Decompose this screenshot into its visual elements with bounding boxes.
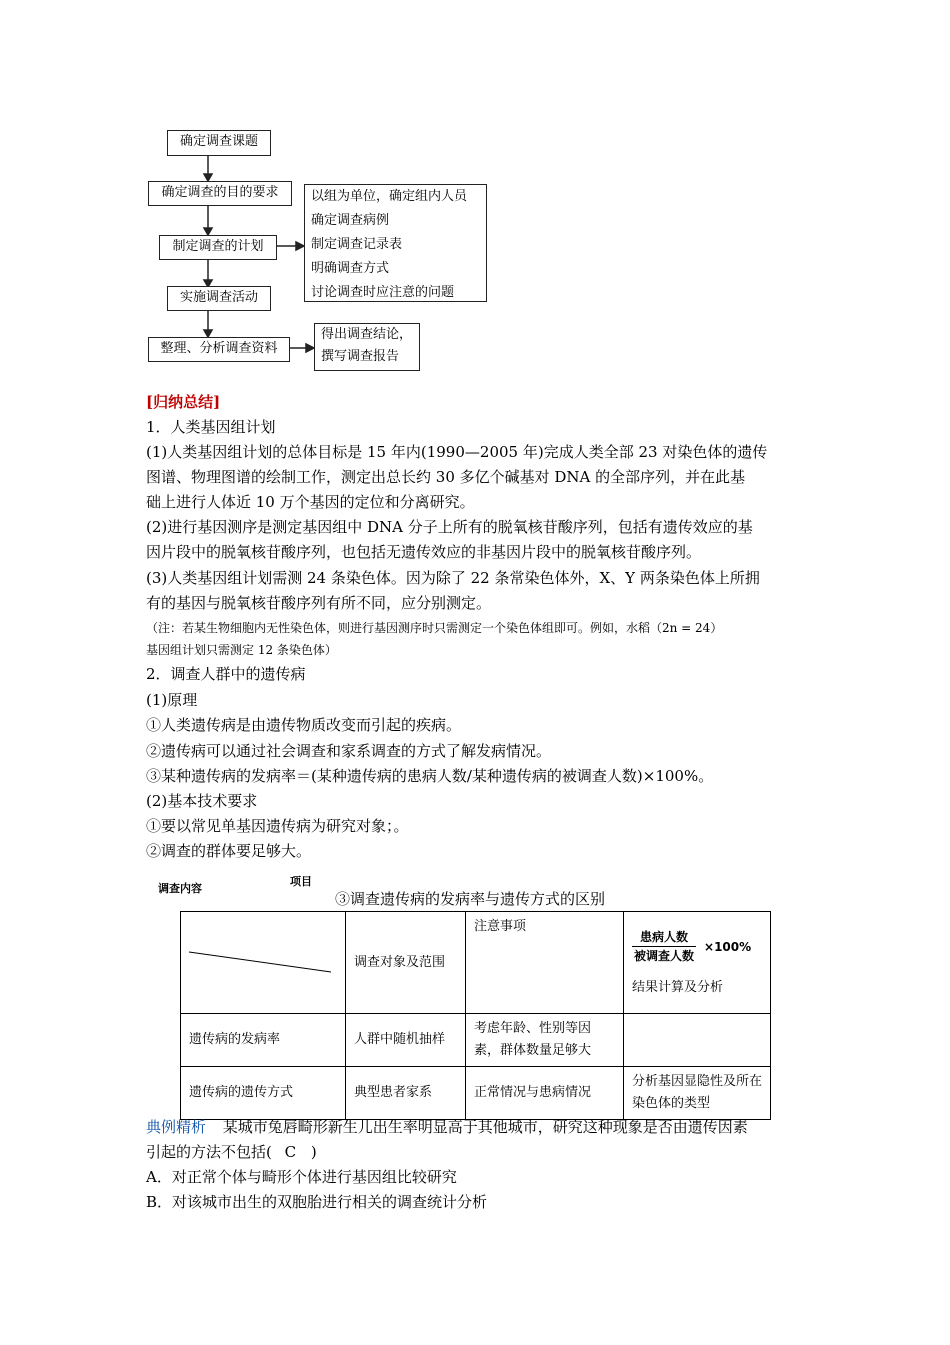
header-result: 结果计算及分析 [632, 980, 724, 995]
example-label: 典例精析 [146, 1118, 207, 1136]
subsection-title: (2)基本技术要求 [146, 792, 258, 810]
note-line: （注：若某生物细胞内无性染色体，则进行基因测序时只需测定一个染色体组即可。例如，水稻（2n = 24） [146, 621, 723, 635]
diagonal-header-cell [181, 912, 346, 1014]
row-note: 考虑年龄、性别等因素，群体数量足够大 [466, 1014, 624, 1067]
row-result [624, 1014, 771, 1067]
handwritten-label-item: 项目 [290, 875, 312, 888]
list-item: ①人类遗传病是由遗传物质改变而引起的疾病。 [146, 716, 462, 734]
subsection-title: (1)原理 [146, 691, 198, 709]
result-item: 撰写调查报告 [321, 349, 400, 364]
comparison-table [180, 911, 771, 1120]
flow-step-implement: 实施调查活动 [167, 286, 271, 311]
row-item: 遗传病的遗传方式 [181, 1067, 346, 1120]
list-item: ①要以常见单基因遗传病为研究对象；。 [146, 817, 409, 835]
header-notes: 注意事项 [466, 912, 624, 1014]
rate-formula [632, 928, 770, 965]
plan-item: 以组为单位，确定组内人员 [311, 189, 468, 204]
plan-item: 明确调查方式 [311, 261, 390, 276]
row-scope: 人群中随机抽样 [346, 1014, 466, 1067]
formula-denominator: 被调查人数 [634, 949, 695, 963]
plan-item: 确定调查病例 [311, 213, 390, 228]
row-item: 遗传病的发病率 [181, 1014, 346, 1067]
list-item: ②遗传病可以通过社会调查和家系调查的方式了解发病情况。 [146, 742, 552, 760]
header-scope: 调查对象及范围 [346, 912, 466, 1014]
handwritten-label-content: 调查内容 [158, 882, 202, 895]
option-a: A．对正常个体与畸形个体进行基因组比较研究 [146, 1168, 457, 1186]
table-title: ③调查遗传病的发病率与遗传方式的区别 [335, 890, 606, 908]
diagonal-line [181, 912, 345, 1013]
example-question-text: 某城市兔唇畸形新生儿出生率明显高于其他城市，研究这种现象是否由遗传因素 [222, 1118, 748, 1136]
example-question-line [146, 1115, 748, 1140]
paragraph-line: 有的基因与脱氧核苷酸序列有所不同，应分别测定。 [146, 594, 492, 612]
table-row [181, 1067, 771, 1120]
flow-step-topic: 确定调查课题 [167, 130, 271, 156]
flow-step-analyze: 整理、分析调查资料 [148, 337, 290, 362]
result-item: 得出调查结论， [321, 327, 413, 342]
flow-step-plan: 制定调查的计划 [159, 235, 277, 260]
paragraph-line: 础上进行人体近 10 万个基因的定位和分离研究。 [146, 493, 475, 511]
row-note: 正常情况与患病情况 [466, 1067, 624, 1120]
row-scope: 典型患者家系 [346, 1067, 466, 1120]
example-question-end: ) [310, 1143, 317, 1161]
list-item: ②调查的群体要足够大。 [146, 842, 312, 860]
plan-item: 制定调查记录表 [311, 237, 403, 252]
flow-step-purpose: 确定调查的目的要求 [148, 181, 292, 206]
flow-result-details [314, 323, 420, 371]
row-result: 分析基因显隐性及所在染色体的类型 [624, 1067, 771, 1120]
plan-item: 讨论调查时应注意的问题 [311, 285, 455, 300]
example-question-text: 引起的方法不包括( [146, 1143, 272, 1161]
example-answer: C [284, 1143, 297, 1161]
paragraph-line: (3)人类基因组计划需测 24 条染色体。因为除了 22 条常染色体外，X、Y 两条染色体上所拥 [146, 569, 760, 587]
flow-plan-details [304, 184, 487, 302]
header-result-cell [624, 912, 771, 1014]
paragraph-line: (1)人类基因组计划的总体目标是 15 年内(1990—2005 年)完成人类全部 23 对染色体的遗传 [146, 443, 768, 461]
formula-numerator: 患病人数 [632, 928, 696, 947]
paragraph-line: (2)进行基因测序是测定基因组中 DNA 分子上所有的脱氧核苷酸序列，包括有遗传效应的基 [146, 518, 753, 536]
formula-multiplier: ×100% [704, 939, 752, 954]
option-b: B．对该城市出生的双胞胎进行相关的调查统计分析 [146, 1193, 488, 1211]
summary-heading: [归纳总结] [146, 393, 221, 411]
table-row [181, 1014, 771, 1067]
table-header-row [181, 912, 771, 1014]
paragraph-line: 因片段中的脱氧核苷酸序列，也包括无遗传效应的非基因片段中的脱氧核苷酸序列。 [146, 543, 702, 561]
section-title: 1．人类基因组计划 [146, 418, 276, 436]
list-item: ③某种遗传病的发病率＝(某种遗传病的患病人数/某种遗传病的被调查人数)×100%。 [146, 767, 714, 785]
note-line: 基因组计划只需测定 12 条染色体） [146, 643, 337, 657]
paragraph-line: 图谱、物理图谱的绘制工作，测定出总长约 30 多亿个碱基对 DNA 的全部序列，并在此基 [146, 468, 746, 486]
section-title: 2．调查人群中的遗传病 [146, 665, 306, 683]
example-question-line [146, 1140, 317, 1165]
formula-fraction [632, 928, 696, 965]
